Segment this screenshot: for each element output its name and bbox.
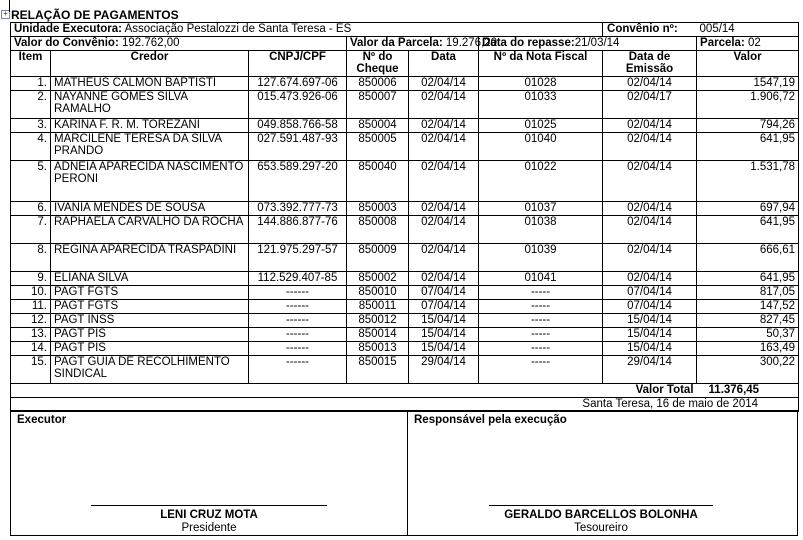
cell-emissao: 02/04/14 (603, 202, 697, 216)
cell-cnpj: 112.529.407-85 (249, 272, 347, 286)
cell-nota: ----- (479, 328, 603, 342)
cell-nota: 01041 (479, 272, 603, 286)
col-item: Item (11, 51, 51, 77)
cell-credor: NAYANNE GOMES SILVA RAMALHO (51, 91, 249, 119)
unidade-cell: Unidade Executora: Associação Pestalozzi de Santa Teresa - ES (11, 23, 603, 37)
cell-emissao: 02/04/14 (603, 133, 697, 161)
cell-nota: 01028 (479, 77, 603, 91)
right-signature-line (489, 505, 713, 506)
cell-nota: 01033 (479, 91, 603, 119)
cell-credor: IVANIA MENDES DE SOUSA (51, 202, 249, 216)
responsavel-label: Responsável pela execução (414, 414, 567, 426)
cell-cheque: 850013 (347, 342, 409, 356)
cell-item: 10. (11, 286, 51, 300)
cell-data: 02/04/14 (409, 244, 479, 272)
cell-item: 11. (11, 300, 51, 314)
cell-item: 6. (11, 202, 51, 216)
left-signer-role: Presidente (181, 522, 237, 534)
cell-valor: 817,05 (697, 286, 799, 300)
cell-emissao: 02/04/14 (603, 119, 697, 133)
cell-emissao: 02/04/14 (603, 272, 697, 286)
cell-cheque: 850012 (347, 314, 409, 328)
right-signer-name: GERALDO BARCELLOS BOLONHA (504, 509, 698, 521)
cell-data: 15/04/14 (409, 342, 479, 356)
cell-credor: ELIANA SILVA (51, 272, 249, 286)
cell-cnpj: 049.858.766-58 (249, 119, 347, 133)
payment-rows (11, 77, 799, 384)
cell-emissao: 02/04/14 (603, 216, 697, 244)
total-value: 11.376,45 (697, 384, 799, 398)
cell-nota: ----- (479, 300, 603, 314)
convenio-label: Convênio nº: (603, 23, 697, 37)
cell-cheque: 850007 (347, 91, 409, 119)
left-signer-name: LENI CRUZ MOTA (160, 509, 258, 521)
signature-divider (407, 411, 408, 535)
col-nota: Nº da Nota Fiscal (479, 51, 603, 77)
total-row (11, 384, 799, 398)
cell-cnpj: ------ (249, 286, 347, 300)
total-label: Valor Total (603, 384, 697, 398)
cell-cheque: 850006 (347, 77, 409, 91)
cell-valor: 827,45 (697, 314, 799, 328)
table-row (11, 133, 799, 161)
unidade-row (11, 23, 799, 37)
cell-credor: PAGT PIS (51, 342, 249, 356)
cell-credor: MATHEUS CALMON BAPTISTI (51, 77, 249, 91)
left-signature-line (91, 505, 327, 506)
cell-credor: ADNEIA APARECIDA NASCIMENTO PERONI (51, 161, 249, 202)
table-row (11, 328, 799, 342)
cell-data: 02/04/14 (409, 119, 479, 133)
valor-parcela-cell: Valor da Parcela: 19.276,20 (347, 37, 479, 51)
cell-cheque: 850005 (347, 133, 409, 161)
cell-data: 02/04/14 (409, 202, 479, 216)
col-cheque: Nº do Cheque (347, 51, 409, 77)
cell-credor: PAGT PIS (51, 328, 249, 342)
cell-item: 12. (11, 314, 51, 328)
cell-cheque: 850009 (347, 244, 409, 272)
cell-cheque: 850002 (347, 272, 409, 286)
cell-data: 02/04/14 (409, 91, 479, 119)
cell-credor: PAGT FGTS (51, 300, 249, 314)
cell-data: 07/04/14 (409, 300, 479, 314)
cell-item: 14. (11, 342, 51, 356)
col-data: Data (409, 51, 479, 77)
cell-nota: ----- (479, 356, 603, 384)
table-row (11, 286, 799, 300)
cell-cnpj: ------ (249, 342, 347, 356)
cell-valor: 147,52 (697, 300, 799, 314)
cell-nota: ----- (479, 342, 603, 356)
cell-cnpj: 073.392.777-73 (249, 202, 347, 216)
cell-item: 7. (11, 216, 51, 244)
cell-cnpj: 144.886.877-76 (249, 216, 347, 244)
cell-valor: 641,95 (697, 216, 799, 244)
right-signer-role: Tesoureiro (574, 522, 628, 534)
unidade-value: Associação Pestalozzi de Santa Teresa - ES (124, 23, 352, 35)
cell-cnpj: 121.975.297-57 (249, 244, 347, 272)
cell-cheque: 850004 (347, 119, 409, 133)
table-row (11, 300, 799, 314)
cell-credor: RAPHAELA CARVALHO DA ROCHA (51, 216, 249, 244)
cell-data: 02/04/14 (409, 216, 479, 244)
cell-cnpj: ------ (249, 328, 347, 342)
cell-cnpj: ------ (249, 300, 347, 314)
cell-nota: ----- (479, 286, 603, 300)
cell-cnpj: ------ (249, 314, 347, 328)
valor-convenio-cell: Valor do Convênio: 192.762,00 (11, 37, 347, 51)
table-move-handle-icon[interactable]: + (1, 10, 10, 19)
table-row (11, 314, 799, 328)
cell-emissao: 07/04/14 (603, 286, 697, 300)
cell-valor: 641,95 (697, 272, 799, 286)
cell-data: 15/04/14 (409, 328, 479, 342)
table-row (11, 91, 799, 119)
text-cursor (9, 0, 10, 12)
cell-cnpj: 027.591.487-93 (249, 133, 347, 161)
cell-data: 02/04/14 (409, 161, 479, 202)
cell-emissao: 15/04/14 (603, 328, 697, 342)
cell-cheque: 850003 (347, 202, 409, 216)
col-credor: Credor (51, 51, 249, 77)
cell-cheque: 850011 (347, 300, 409, 314)
cell-nota: 01022 (479, 161, 603, 202)
cell-cnpj: 127.674.697-06 (249, 77, 347, 91)
cell-credor: KARINA F. R. M. TOREZANI (51, 119, 249, 133)
cell-cheque: 850014 (347, 328, 409, 342)
payments-table (10, 22, 799, 412)
cell-nota: ----- (479, 314, 603, 328)
cell-item: 9. (11, 272, 51, 286)
cell-item: 5. (11, 161, 51, 202)
cell-nota: 01039 (479, 244, 603, 272)
cell-item: 3. (11, 119, 51, 133)
place-date: Santa Teresa, 16 de maio de 2014 (11, 398, 799, 412)
cell-cheque: 850008 (347, 216, 409, 244)
cell-cheque: 850015 (347, 356, 409, 384)
cell-valor: 50,37 (697, 328, 799, 342)
table-row (11, 216, 799, 244)
cell-nota: 01040 (479, 133, 603, 161)
cell-cheque: 850040 (347, 161, 409, 202)
cell-data: 29/04/14 (409, 356, 479, 384)
cell-emissao: 02/04/14 (603, 77, 697, 91)
cell-emissao: 07/04/14 (603, 300, 697, 314)
table-row (11, 77, 799, 91)
cell-nota: 01025 (479, 119, 603, 133)
table-row (11, 272, 799, 286)
cell-item: 15. (11, 356, 51, 384)
cell-valor: 641,95 (697, 133, 799, 161)
cell-emissao: 29/04/14 (603, 356, 697, 384)
cell-credor: PAGT GUIA DE RECOLHIMENTO SINDICAL (51, 356, 249, 384)
col-cnpj: CNPJ/CPF (249, 51, 347, 77)
col-valor: Valor (697, 51, 799, 77)
table-row (11, 342, 799, 356)
cell-data: 02/04/14 (409, 272, 479, 286)
cell-valor: 300,22 (697, 356, 799, 384)
cell-nota: 01038 (479, 216, 603, 244)
cell-credor: MARCILENE TERESA DA SILVA PRANDO (51, 133, 249, 161)
cell-credor: PAGT FGTS (51, 286, 249, 300)
cell-credor: PAGT INSS (51, 314, 249, 328)
cell-item: 8. (11, 244, 51, 272)
cell-data: 02/04/14 (409, 77, 479, 91)
cell-credor: REGINA APARECIDA TRASPADINI (51, 244, 249, 272)
column-header-row (11, 51, 799, 77)
cell-cnpj: 015.473.926-06 (249, 91, 347, 119)
cell-emissao: 02/04/17 (603, 91, 697, 119)
cell-valor: 697,94 (697, 202, 799, 216)
table-row (11, 161, 799, 202)
cell-valor: 666,61 (697, 244, 799, 272)
table-row (11, 244, 799, 272)
cell-valor: 1547,19 (697, 77, 799, 91)
cell-emissao: 15/04/14 (603, 342, 697, 356)
cell-valor: 1.531,78 (697, 161, 799, 202)
cell-valor: 794,26 (697, 119, 799, 133)
cell-valor: 163,49 (697, 342, 799, 356)
convenio-value: 005/14 (697, 23, 799, 37)
cell-data: 02/04/14 (409, 133, 479, 161)
cell-nota: 01037 (479, 202, 603, 216)
cell-valor: 1.906,72 (697, 91, 799, 119)
data-repasse-cell: Data do repasse:21/03/14 (479, 37, 697, 51)
table-row (11, 119, 799, 133)
table-row (11, 356, 799, 384)
valores-row (11, 37, 799, 51)
parcela-cell: Parcela: 02 (697, 37, 799, 51)
cell-data: 07/04/14 (409, 286, 479, 300)
cell-item: 2. (11, 91, 51, 119)
col-emissao: Data de Emissão (603, 51, 697, 77)
cell-emissao: 02/04/14 (603, 244, 697, 272)
cell-item: 13. (11, 328, 51, 342)
executor-label: Executor (17, 414, 67, 426)
cell-cnpj: 653.589.297-20 (249, 161, 347, 202)
cell-item: 4. (11, 133, 51, 161)
signature-area (10, 410, 798, 536)
cell-emissao: 15/04/14 (603, 314, 697, 328)
cell-emissao: 02/04/14 (603, 161, 697, 202)
table-row (11, 202, 799, 216)
cell-cheque: 850010 (347, 286, 409, 300)
cell-data: 15/04/14 (409, 314, 479, 328)
cell-cnpj: ------ (249, 356, 347, 384)
document-title: RELAÇÃO DE PAGAMENTOS (11, 8, 179, 22)
cell-item: 1. (11, 77, 51, 91)
